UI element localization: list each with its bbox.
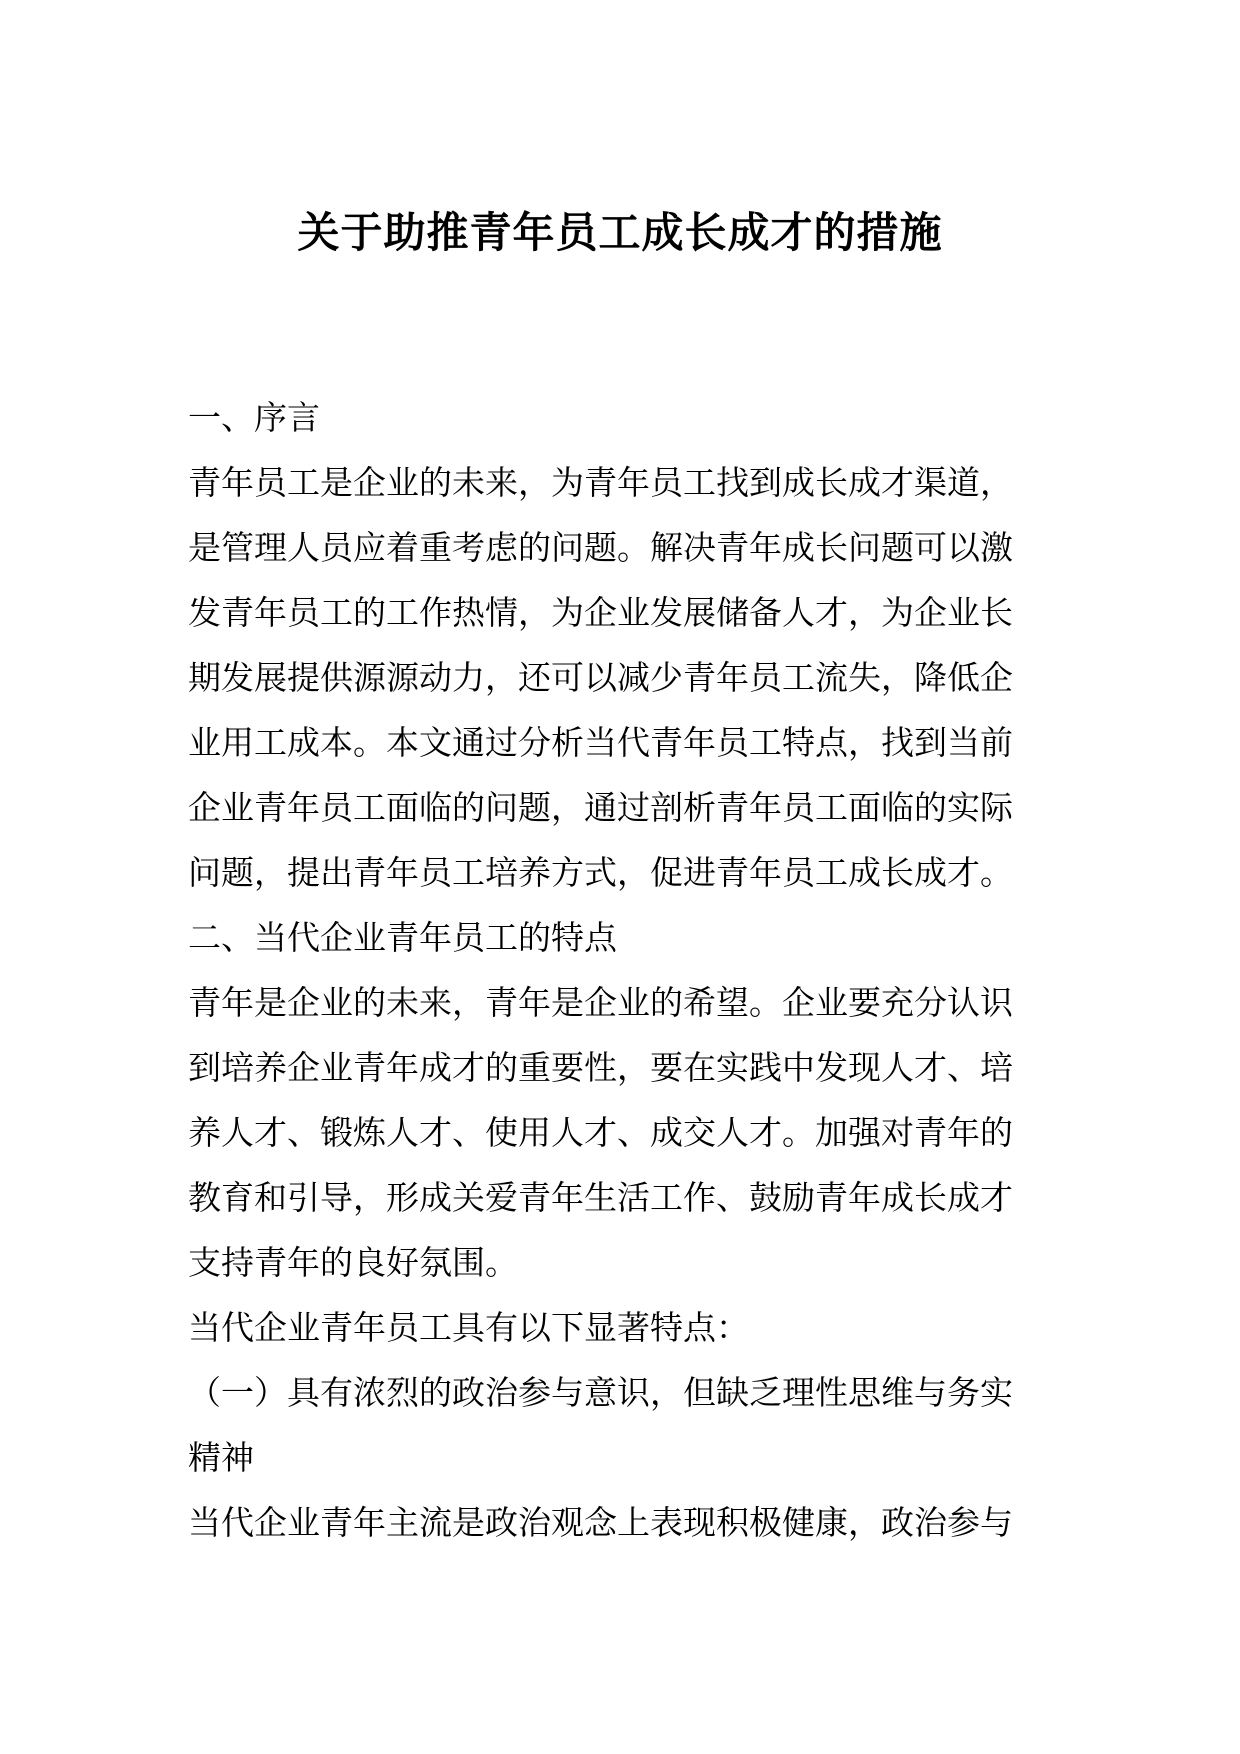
paragraph-line: 业用工成本。本文通过分析当代青年员工特点，找到当前 (188, 723, 1013, 762)
paragraph-line: 教育和引导，形成关爱青年生活工作、鼓励青年成长成才 (188, 1178, 1013, 1217)
paragraph-line: 企业青年员工面临的问题，通过剖析青年员工面临的实际 (188, 788, 1013, 827)
paragraph-line: 当代企业青年员工具有以下显著特点： (188, 1308, 749, 1347)
paragraph-line: 期发展提供源源动力，还可以减少青年员工流失，降低企 (188, 658, 1013, 697)
paragraph-line: 发青年员工的工作热情，为企业发展储备人才，为企业长 (188, 593, 1013, 632)
paragraph-line: 是管理人员应着重考虑的问题。解决青年成长问题可以激 (188, 528, 1013, 567)
section-heading: 二、当代企业青年员工的特点 (188, 918, 617, 957)
section-heading: 一、序言 (188, 398, 320, 437)
paragraph-line: 到培养企业青年成才的重要性，要在实践中发现人才、培 (188, 1048, 1013, 1087)
paragraph-line: 当代企业青年主流是政治观念上表现积极健康，政治参与 (188, 1503, 1013, 1542)
paragraph-line: 问题，提出青年员工培养方式，促进青年员工成长成才。 (188, 853, 1013, 892)
paragraph-line: 支持青年的良好氛围。 (188, 1243, 518, 1282)
paragraph-line: 养人才、锻炼人才、使用人才、成交人才。加强对青年的 (188, 1113, 1013, 1152)
subsection-heading: （一）具有浓烈的政治参与意识，但缺乏理性思维与务实 (188, 1373, 1013, 1412)
subsection-heading: 精神 (188, 1438, 254, 1477)
document-body (188, 385, 1056, 1555)
document-title: 关于助推青年员工成长成才的措施 (297, 208, 943, 257)
paragraph-line: 青年员工是企业的未来，为青年员工找到成长成才渠道， (188, 463, 1013, 502)
paragraph-line: 青年是企业的未来，青年是企业的希望。企业要充分认识 (188, 983, 1013, 1022)
